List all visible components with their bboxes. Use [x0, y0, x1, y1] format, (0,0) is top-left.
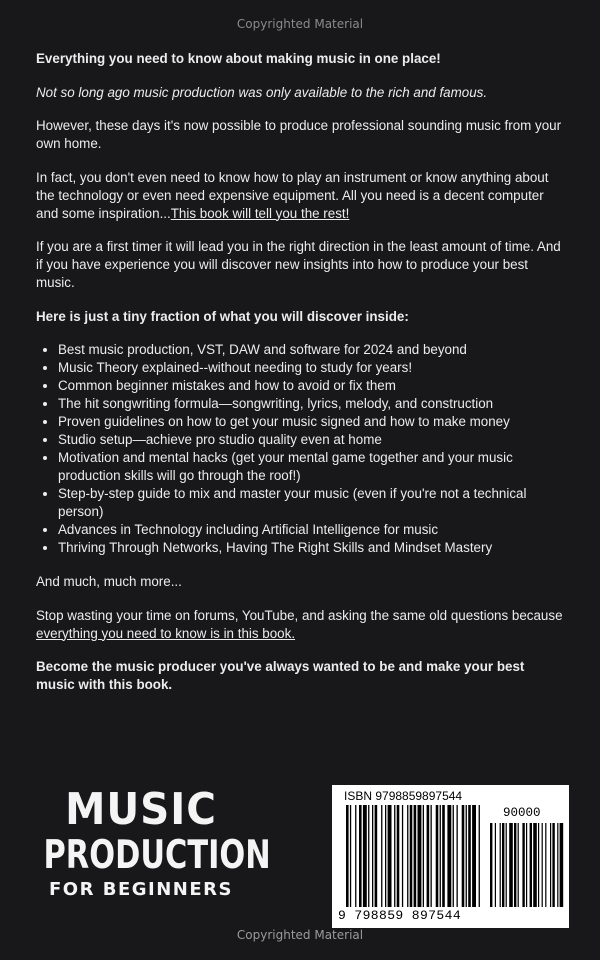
closing-statement: Become the music producer you've always wanted to be and make your best music with this book.: [36, 659, 525, 692]
paragraph-2-text: In fact, you don't even need to know how to play an instrument or know anything about the technology or even need expensive equipment. All you need is a decent computer and some inspiration...: [36, 169, 549, 221]
paragraph-4: [36, 607, 566, 643]
isbn-label: ISBN 9798859897544: [344, 789, 463, 803]
list-item: • Common beginner mistakes and how to avoid or fix them: [58, 377, 566, 395]
copyright-watermark-bottom: Copyrighted Material: [236, 928, 364, 942]
list-item: • Step-by-step guide to mix and master your music (even if you're not a technical person): [58, 485, 566, 521]
list-item: • Proven guidelines on how to get your music signed and how to make money: [58, 413, 566, 431]
feature-list: [36, 341, 566, 557]
book-title-logo: [36, 784, 271, 902]
headline: Everything you need to know about making music in one place!: [36, 51, 441, 66]
paragraph-2-underlined: This book will tell you the rest!: [170, 205, 350, 221]
logo-line-for-beginners: FOR BEGINNERS: [49, 879, 233, 900]
list-item: • Motivation and mental hacks (get your mental game together and your music production skills will go through the roof!): [58, 449, 566, 485]
paragraph-3: If you are a first timer it will lead you in the right direction in the least amount of time. And if you have experience you will discover new insights into how to produce your best music.: [36, 239, 561, 290]
and-more: And much, much more...: [36, 574, 182, 589]
list-heading: Here is just a tiny fraction of what you will discover inside:: [36, 308, 409, 324]
paragraph-1: However, these days it's now possible to produce professional sounding music from your own home.: [36, 118, 562, 151]
paragraph-4-text: Stop wasting your time on forums, YouTube, and asking the same old questions because: [36, 607, 563, 623]
barcode-number: 9 798859 897544: [338, 908, 462, 923]
isbn-barcode-box: [332, 785, 569, 928]
intro-italic: Not so long ago music production was only available to the rich and famous.: [36, 84, 488, 100]
logo-line-music: MUSIC: [65, 784, 217, 835]
list-item: • Thriving Through Networks, Having The Right Skills and Mindset Mastery: [58, 539, 566, 557]
copyright-watermark-top: Copyrighted Material: [236, 17, 364, 31]
list-item: • Music Theory explained--without needing to study for years!: [58, 359, 566, 377]
price-code: 90000: [503, 806, 541, 820]
list-item: • Studio setup—achieve pro studio quality even at home: [58, 431, 566, 449]
list-item: • Best music production, VST, DAW and software for 2024 and beyond: [58, 341, 566, 359]
list-item: • The hit songwriting formula—songwriting, lyrics, melody, and construction: [58, 395, 566, 413]
back-cover-blurb: [36, 50, 566, 710]
logo-line-production: PRODUCTION: [43, 833, 271, 878]
paragraph-2: [36, 169, 566, 223]
paragraph-4-underlined: everything you need to know is in this book.: [36, 625, 296, 641]
list-item: • Advances in Technology including Artificial Intelligence for music: [58, 521, 566, 539]
